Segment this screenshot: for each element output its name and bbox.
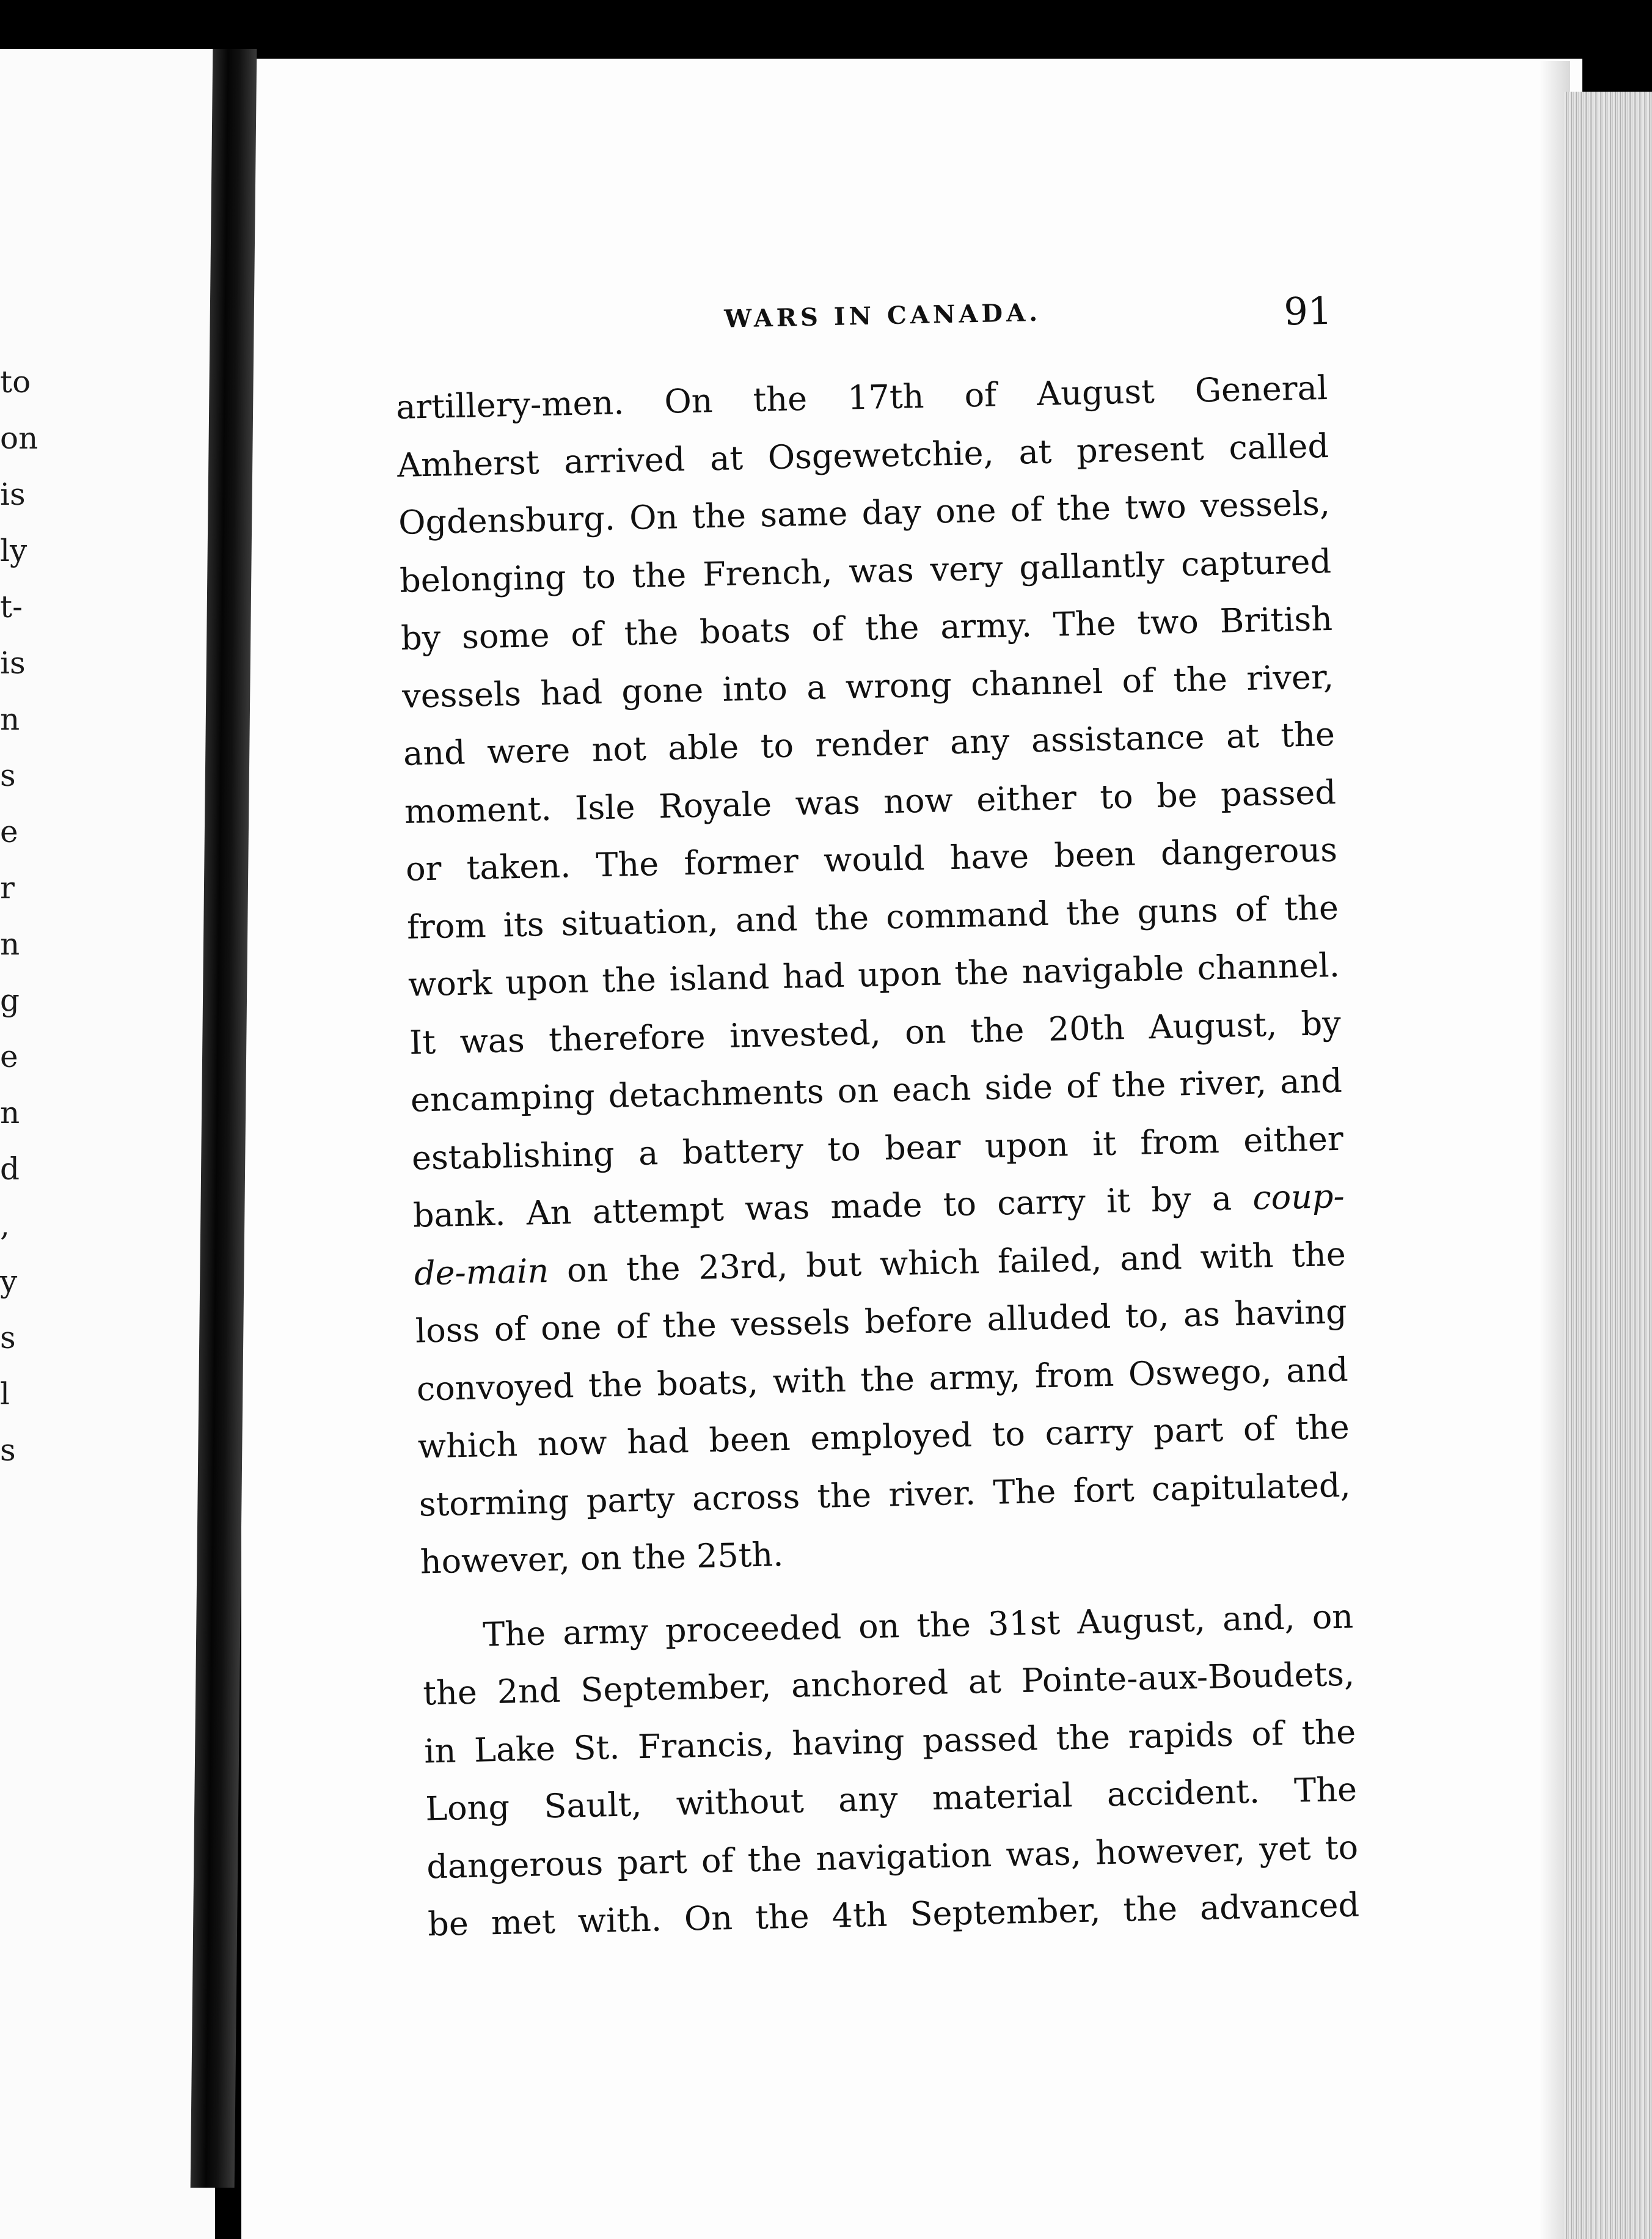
running-title: WARS IN CANADA. — [723, 298, 1042, 334]
text-line: establishing a battery to bear upon it from either — [411, 1119, 1344, 1178]
text-line: dangerous part of the navigation was, however, yet to — [426, 1828, 1359, 1886]
text-line-part: on the 23rd, but which failed, and with the — [566, 1234, 1347, 1289]
page-text-block — [394, 288, 1360, 1954]
page-number: 91 — [1283, 288, 1333, 334]
text-line: artillery-men. On the 17th of August General — [395, 368, 1328, 427]
facing-page-fragment: n — [0, 702, 20, 737]
facing-page-fragment: r — [0, 870, 15, 906]
text-line: the 2nd September, anchored at Pointe-aux-Boudets, — [422, 1654, 1355, 1713]
facing-page — [0, 49, 215, 2239]
facing-page-fragment: to — [0, 364, 31, 400]
facing-page-fragment: e — [0, 814, 18, 849]
text-line: and were not able to render any assistance at the — [403, 714, 1336, 773]
text-line: in Lake St. Francis, having passed the rapids of the — [423, 1712, 1356, 1770]
facing-page-fragment: d — [0, 1151, 20, 1187]
body-text — [395, 359, 1360, 1954]
text-line: from its situation, and the command the guns of the — [406, 888, 1339, 947]
text-line-part: bank. An attempt was made to carry it by a — [412, 1179, 1232, 1235]
text-line: It was therefore invested, on the 20th August, by — [409, 1003, 1342, 1062]
text-line: Ogdensburg. On the same day one of the two vessels, — [398, 483, 1331, 542]
paragraph-1 — [395, 359, 1352, 1591]
text-line: Amherst arrived at Osgewetchie, at present called — [397, 426, 1329, 485]
facing-page-fragment: s — [0, 1320, 16, 1355]
facing-page-fragment: n — [0, 926, 20, 962]
facing-page-fragment: l — [0, 1376, 10, 1412]
facing-page-fragment: ly — [0, 533, 27, 568]
facing-page-fragment: y — [0, 1264, 18, 1299]
text-line: convoyed the boats, with the army, from Oswego, and — [416, 1350, 1349, 1409]
facing-page-fragment: e — [0, 1039, 18, 1074]
text-line: be met with. On the 4th September, the advanced — [427, 1885, 1360, 1944]
facing-page-fragment: on — [0, 420, 38, 456]
paragraph-2 — [421, 1588, 1360, 1954]
text-line: however, on the 25th. — [420, 1535, 784, 1581]
text-line: Long Sault, without any material accident. The — [425, 1770, 1358, 1828]
text-line: by some of the boats of the army. The two British — [400, 599, 1333, 658]
italic-phrase: de-main — [414, 1251, 549, 1293]
text-line: moment. Isle Royale was now either to be passed — [404, 772, 1337, 831]
text-line: storming party across the river. The fort capitulated, — [418, 1465, 1351, 1524]
italic-phrase: coup- — [1252, 1176, 1345, 1217]
text-line: The army proceeded on the 31st August, and, on — [482, 1597, 1354, 1654]
facing-page-fragment: , — [0, 1207, 10, 1243]
facing-page-fragment: is — [0, 645, 26, 681]
page-edges — [1564, 92, 1652, 2239]
text-line: belonging to the French, was very gallantly captured — [399, 541, 1332, 600]
text-line: encamping detachments on each side of the river, and — [410, 1061, 1343, 1120]
text-line: vessels had gone into a wrong channel of the river, — [401, 657, 1334, 716]
facing-page-fragment: n — [0, 1095, 20, 1130]
text-line: which now had been employed to carry part of the — [417, 1407, 1350, 1466]
facing-page-fragment: s — [0, 1432, 16, 1468]
facing-page-fragment: t- — [0, 589, 23, 625]
text-line: or taken. The former would have been dangerous — [405, 830, 1338, 889]
facing-page-fragment: is — [0, 477, 26, 512]
text-line: work upon the island had upon the navigable channel. — [408, 945, 1340, 1004]
facing-page-fragment: s — [0, 758, 16, 793]
text-line: loss of one of the vessels before alluded to, as having — [415, 1292, 1348, 1350]
facing-page-fragment: g — [0, 983, 20, 1018]
